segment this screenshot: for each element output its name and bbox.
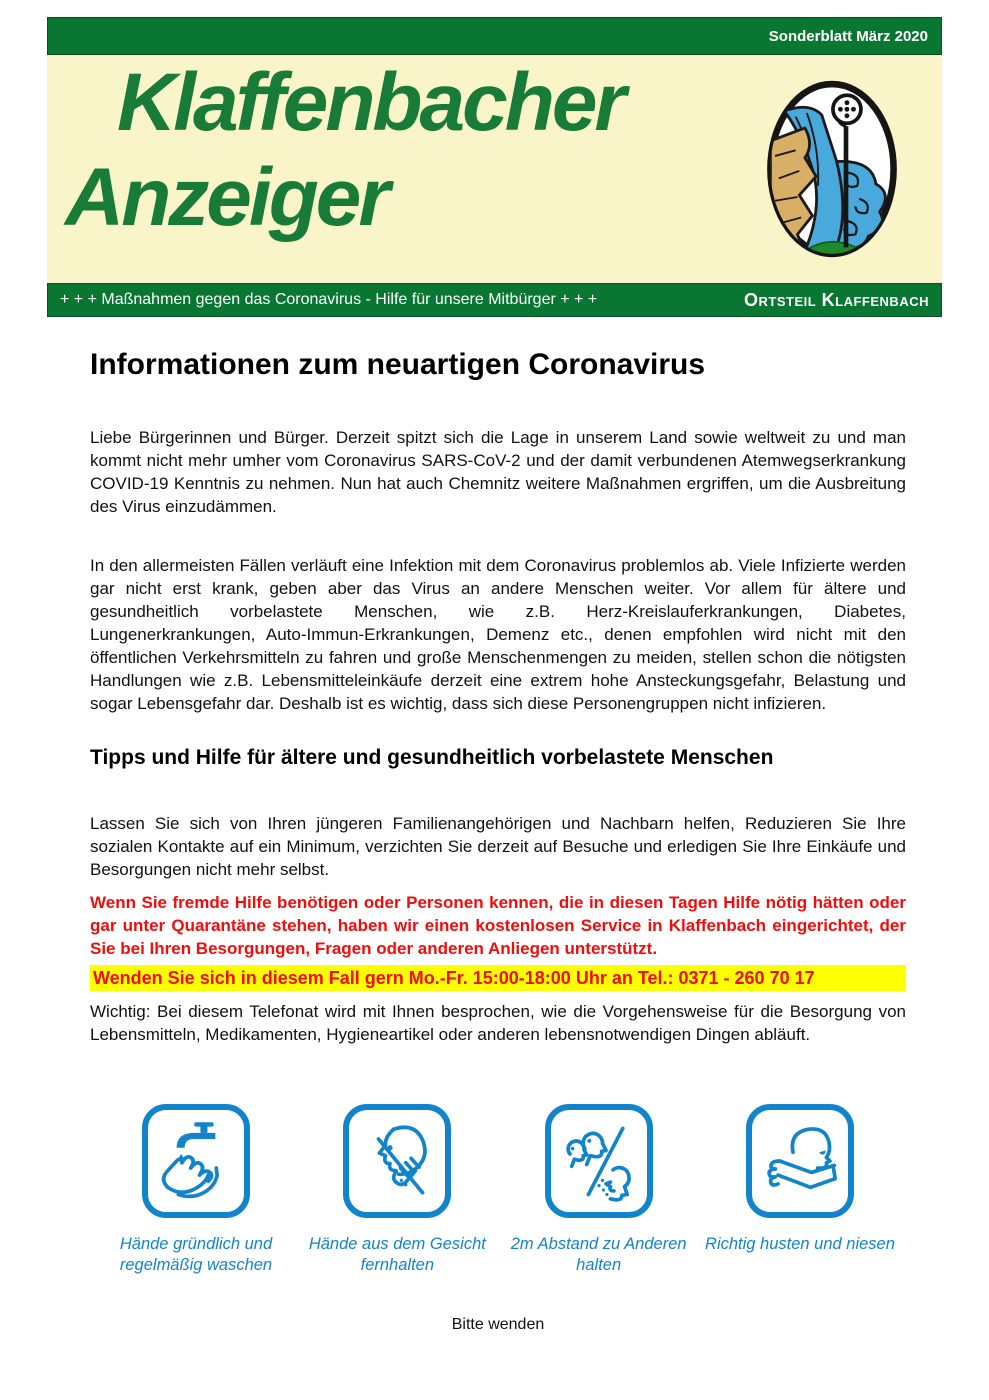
paragraph-tips: Lassen Sie sich von Ihren jüngeren Familienangehörigen und Nachbarn helfen, Reduzieren Sie Ihre sozialen Kontakte auf ein Minimum, verzichten Sie derzeit auf Besuche und erledigen Sie Ihre Einkäufe und Besorgungen nicht mehr selbst. [90, 814, 906, 879]
article-body [90, 348, 906, 1334]
no-face-touch-icon [343, 1104, 451, 1218]
hygiene-caption: Richtig husten und niesen [705, 1235, 895, 1253]
hygiene-item-no-face-touch [299, 1104, 495, 1276]
cough-into-elbow-icon [746, 1104, 854, 1218]
paragraph-risk-groups: In den allermeisten Fällen verläuft eine Infektion mit dem Coronavirus problemlos ab. Viele Infizierte werden gar nicht erst krank, geben aber das Virus an andere Menschen weiter. Vor allem für ältere und gesundheitlich vorbelastete Menschen, wie z.B. Herz-Kreislauferkrankungen, Diabetes, Lungenerkrankungen, Auto-Immun-Erkrankungen, Demenz etc., denen empfohlen wird nicht mit den öffentlichen Verkehrsmitteln zu fahren und große Menschenmengen zu meiden, stellen schon die nötigsten Handlungen wie z.B. Lebensmitteleinkäufe derzeit eine extrem hohe Ansteckungsgefahr, Belastung und sogar Lebensgefahr dar. Deshalb ist es wichtig, dass sich diese Personengruppen nicht infizieren. [90, 556, 906, 713]
ticker-text: + + + Maßnahmen gegen das Coronavirus - Hilfe für unsere Mitbürger + + + [60, 291, 598, 308]
turn-page-note: Bitte wenden [451, 1316, 545, 1333]
section-title-tips: Tipps und Hilfe für ältere und gesundheitlich vorbelastete Menschen [90, 746, 774, 769]
issue-banner [47, 17, 942, 55]
hygiene-caption: Hände gründlich und regelmäßig waschen [119, 1235, 273, 1274]
hygiene-caption: Hände aus dem Gesicht fernhalten [308, 1235, 486, 1274]
newspaper-title-line1: Klaffenbacher [117, 57, 624, 148]
hygiene-caption: 2m Abstand zu Anderen halten [510, 1235, 687, 1274]
hygiene-item-wash-hands [98, 1104, 294, 1276]
newspaper-title-line2: Anzeiger [65, 152, 388, 243]
district-label: Ortsteil Klaffenbach [744, 289, 929, 310]
newspaper-title [65, 55, 623, 245]
article-title: Informationen zum neuartigen Coronavirus [90, 348, 706, 381]
hotline-highlight: Wenden Sie sich in diesem Fall gern Mo.-Fr. 15:00-18:00 Uhr an Tel.: 0371 - 260 70 17 [90, 965, 906, 991]
paragraph-help-service: Wenn Sie fremde Hilfe benötigen oder Personen kennen, die in diesen Tagen Hilfe nötig hätten oder gar unter Quarantäne stehen, haben wir einen kostenlosen Service in Klaffenbach eingerichtet, der Sie bei Ihren Besorgungen, Fragen oder anderen Anliegen unterstützt. [90, 893, 906, 958]
hygiene-item-keep-distance [501, 1104, 697, 1276]
hygiene-item-cough-elbow [702, 1104, 898, 1276]
ticker-bar [47, 283, 942, 317]
paragraph-important: Wichtig: Bei diesem Telefonat wird mit Ihnen besprochen, wie die Vorgehensweise für die Besorgung von Lebensmitteln, Medikamenten, Hygieneartikel oder anderen lebensnotwendigen Dingen abläuft. [90, 1002, 906, 1044]
issue-label: Sonderblatt März 2020 [768, 27, 928, 45]
paragraph-intro: Liebe Bürgerinnen und Bürger. Derzeit spitzt sich die Lage in unserem Land sowie weltweit zu und man kommt nicht mehr umher vom Coronavirus SARS-CoV-2 und der damit verbundenen Atemwegserkrankung COVID-19 Kenntnis zu nehmen. Nun hat auch Chemnitz weitere Maßnahmen ergriffen, um die Ausbreitung des Virus einzudämmen. [90, 428, 906, 516]
wash-hands-icon [142, 1104, 250, 1218]
keep-distance-icon [545, 1104, 653, 1218]
hygiene-icons-row [90, 1104, 906, 1276]
klaffenbach-crest-logo [762, 75, 902, 263]
masthead [47, 55, 942, 283]
